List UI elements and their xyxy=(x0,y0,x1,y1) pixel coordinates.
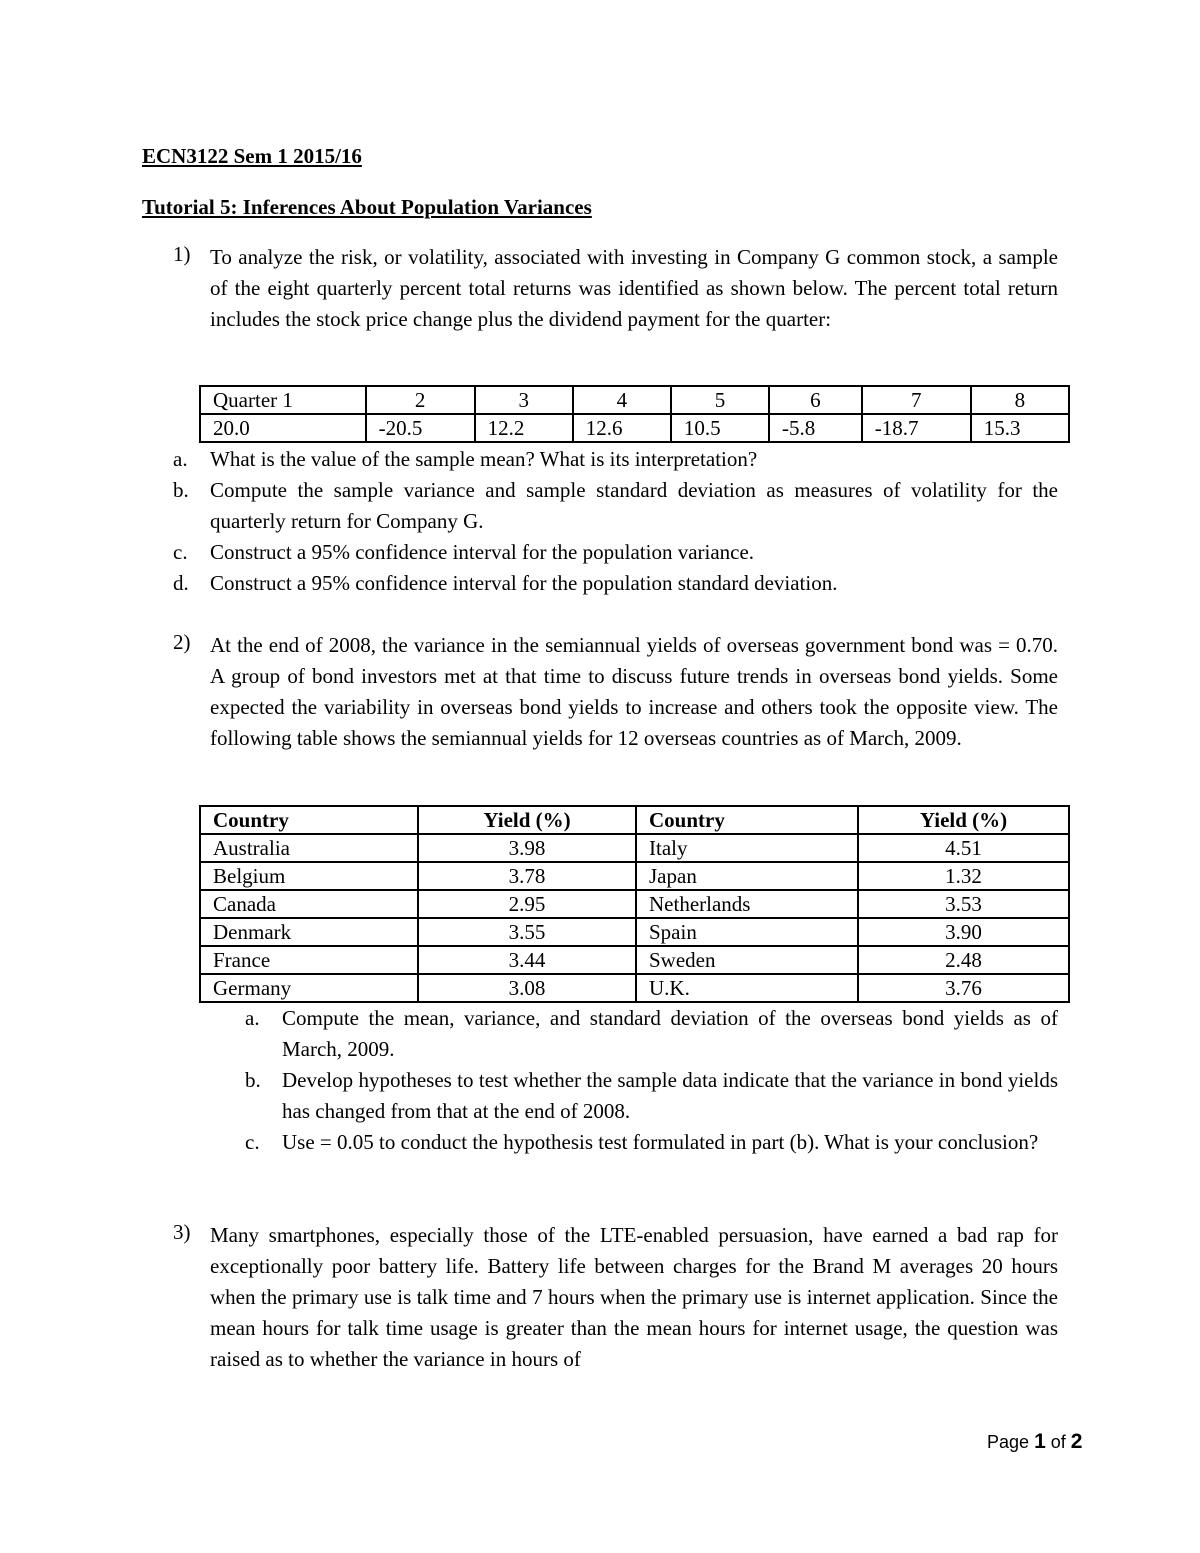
table-cell: Italy xyxy=(636,834,858,862)
table-cell: 4.51 xyxy=(858,834,1069,862)
table-cell: 15.3 xyxy=(971,414,1069,442)
table-cell: 3.08 xyxy=(418,974,636,1002)
table-cell: -5.8 xyxy=(769,414,862,442)
sub-question-text: Develop hypotheses to test whether the sample data indicate that the variance in bond yields has changed from that at the end of 2008. xyxy=(282,1068,1058,1123)
table-cell: 4 xyxy=(573,386,671,414)
table-cell: 6 xyxy=(769,386,862,414)
table-cell: 20.0 xyxy=(200,414,366,442)
question-text: Many smartphones, especially those of the LTE-enabled persuasion, have earned a bad rap for exceptionally poor battery life. Battery life between charges for the Brand M averages 20 hours when the primary use is talk time and 7 hours when the primary use is internet application. Since the mean hours for talk time usage is greater than the mean hours for internet usage, the question was raised as to whether the variance in hours of xyxy=(210,1223,1058,1371)
table-cell: 12.2 xyxy=(475,414,573,442)
page-word: Page xyxy=(987,1432,1030,1452)
table-cell: 2.95 xyxy=(418,890,636,918)
table-cell: Australia xyxy=(200,834,418,862)
table-cell: 12.6 xyxy=(573,414,671,442)
sub-question-label: a. xyxy=(245,1006,260,1030)
sub-question-text: What is the value of the sample mean? What is its interpretation? xyxy=(210,447,758,471)
table-row xyxy=(200,918,1069,946)
sub-question xyxy=(245,1127,1058,1158)
table-cell: Belgium xyxy=(200,862,418,890)
question-2-parts xyxy=(245,1003,1058,1158)
question-number: 1) xyxy=(173,242,191,266)
table-row xyxy=(200,862,1069,890)
table-cell: 3 xyxy=(475,386,573,414)
quarterly-returns-table xyxy=(199,385,1070,443)
table-row xyxy=(200,974,1069,1002)
question-number: 3) xyxy=(173,1220,191,1244)
bond-yields-table xyxy=(199,805,1070,1003)
table-cell: 8 xyxy=(971,386,1069,414)
table-cell: 2.48 xyxy=(858,946,1069,974)
of-word: of xyxy=(1050,1432,1066,1452)
sub-question-label: b. xyxy=(245,1068,261,1092)
table-cell: France xyxy=(200,946,418,974)
column-header: Country xyxy=(200,806,418,834)
table-row xyxy=(200,386,1069,414)
question-2 xyxy=(173,630,1058,754)
table-cell: 3.76 xyxy=(858,974,1069,1002)
question-text: To analyze the risk, or volatility, associated with investing in Company G common stock, a sample of the eight quarterly percent total returns was identified as shown below. The percent total return includes the stock price change plus the dividend payment for the quarter: xyxy=(210,245,1058,331)
sub-question-label: a. xyxy=(173,447,188,471)
sub-question-text: Construct a 95% confidence interval for the population standard deviation. xyxy=(210,571,838,595)
tutorial-title: Tutorial 5: Inferences About Population Variances xyxy=(142,195,592,219)
table-cell: Spain xyxy=(636,918,858,946)
table-cell: 3.53 xyxy=(858,890,1069,918)
question-1-parts xyxy=(173,444,1058,599)
table-cell: 5 xyxy=(671,386,769,414)
sub-question xyxy=(173,537,1058,568)
question-1 xyxy=(173,242,1058,335)
column-header: Country xyxy=(636,806,858,834)
table-cell: 1.32 xyxy=(858,862,1069,890)
table-row xyxy=(200,414,1069,442)
sub-question-label: c. xyxy=(173,540,188,564)
table-cell: Denmark xyxy=(200,918,418,946)
page-footer xyxy=(987,1430,1082,1454)
table-cell: Canada xyxy=(200,890,418,918)
table-row xyxy=(200,834,1069,862)
question-text: At the end of 2008, the variance in the semiannual yields of overseas government bond was = 0.70. A group of bond investors met at that time to discuss future trends in overseas bond yields. Some expected the variability in overseas bond yields to increase and others took the opposite view. The following table shows the semiannual yields for 12 overseas countries as of March, 2009. xyxy=(210,633,1058,750)
sub-question xyxy=(173,568,1058,599)
table-cell: 2 xyxy=(366,386,475,414)
table-cell: Japan xyxy=(636,862,858,890)
table-cell: Quarter 1 xyxy=(200,386,366,414)
table-cell: -20.5 xyxy=(366,414,475,442)
sub-question xyxy=(245,1065,1058,1127)
question-number: 2) xyxy=(173,630,191,654)
table-cell: Sweden xyxy=(636,946,858,974)
page-number: 1 xyxy=(1034,1430,1046,1453)
table-row xyxy=(200,890,1069,918)
sub-question-text: Compute the sample variance and sample standard deviation as measures of volatility for the quarterly return for Company G. xyxy=(210,478,1058,533)
sub-question-label: c. xyxy=(245,1130,260,1154)
table-cell: 3.98 xyxy=(418,834,636,862)
table-row xyxy=(200,946,1069,974)
table-cell: -18.7 xyxy=(862,414,971,442)
table-cell: 3.55 xyxy=(418,918,636,946)
table-cell: Netherlands xyxy=(636,890,858,918)
table-cell: 3.90 xyxy=(858,918,1069,946)
sub-question xyxy=(173,475,1058,537)
course-header: ECN3122 Sem 1 2015/16 xyxy=(142,144,362,168)
sub-question-label: d. xyxy=(173,571,189,595)
table-header-row xyxy=(200,806,1069,834)
sub-question xyxy=(173,444,1058,475)
page-total: 2 xyxy=(1070,1430,1083,1453)
sub-question-text: Compute the mean, variance, and standard deviation of the overseas bond yields as of March, 2009. xyxy=(282,1006,1058,1061)
table-cell: 7 xyxy=(862,386,971,414)
table-cell: 3.44 xyxy=(418,946,636,974)
table-cell: Germany xyxy=(200,974,418,1002)
table-cell: U.K. xyxy=(636,974,858,1002)
table-cell: 3.78 xyxy=(418,862,636,890)
sub-question-text: Construct a 95% confidence interval for the population variance. xyxy=(210,540,755,564)
sub-question-text: Use = 0.05 to conduct the hypothesis test formulated in part (b). What is your conclusion? xyxy=(282,1130,1039,1154)
question-3 xyxy=(173,1220,1058,1375)
sub-question xyxy=(245,1003,1058,1065)
column-header: Yield (%) xyxy=(858,806,1069,834)
sub-question-label: b. xyxy=(173,478,189,502)
column-header: Yield (%) xyxy=(418,806,636,834)
table-cell: 10.5 xyxy=(671,414,769,442)
